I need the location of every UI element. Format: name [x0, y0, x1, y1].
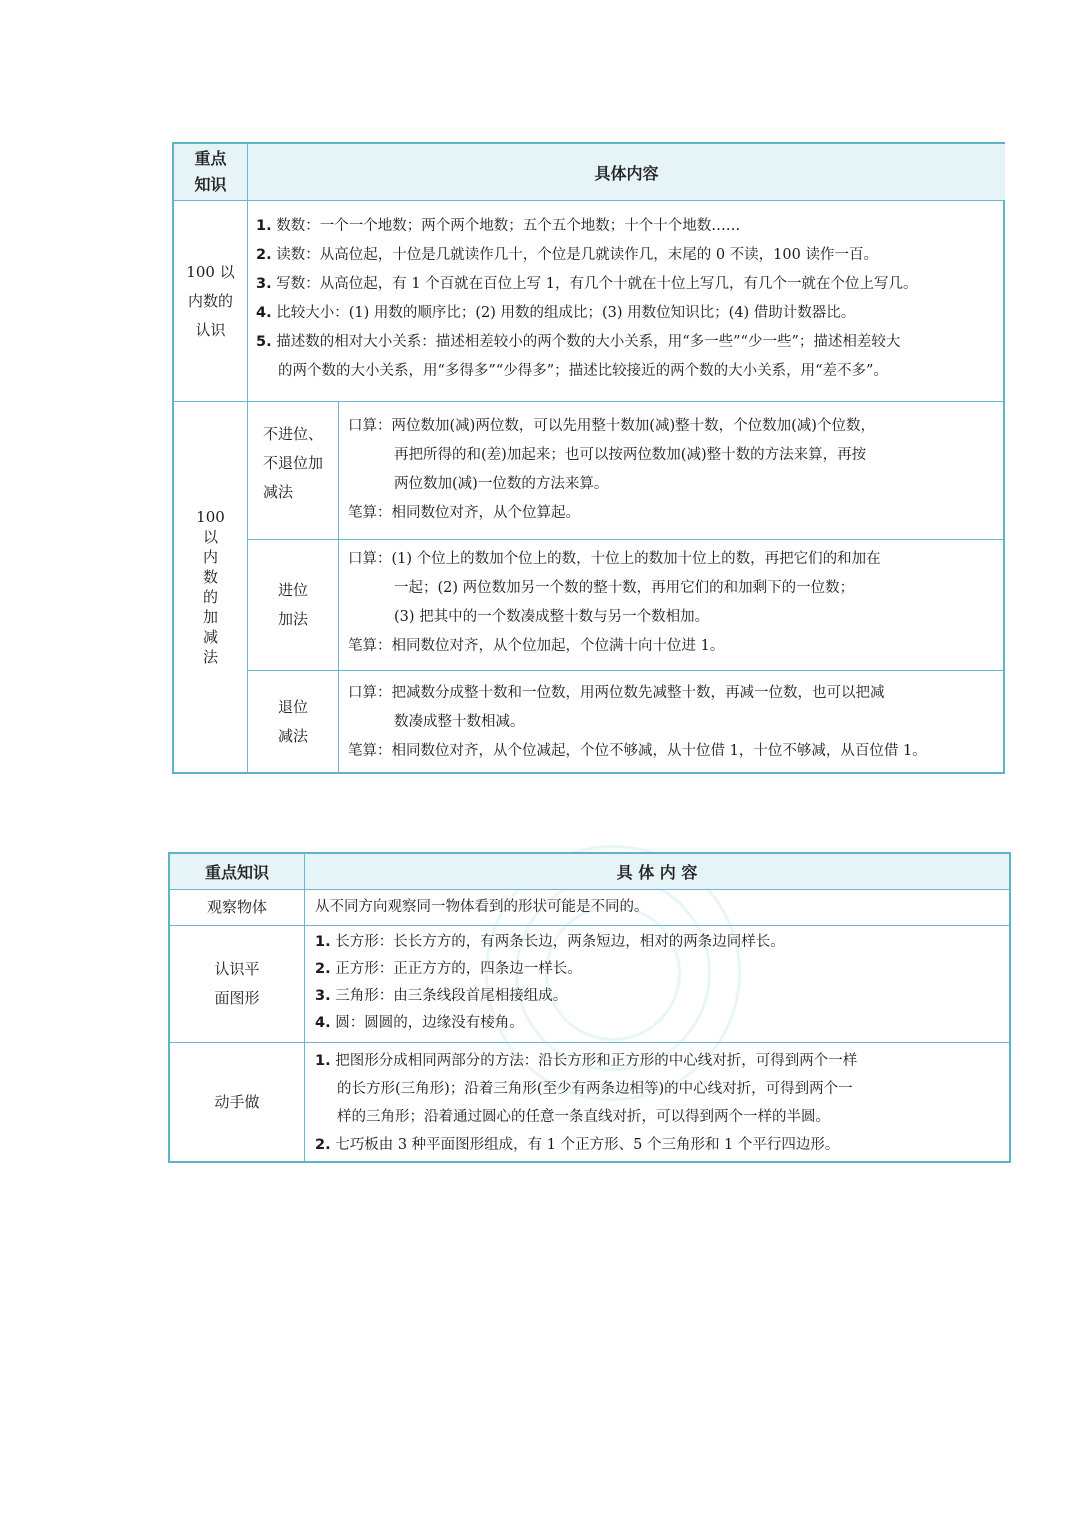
hands-on-content — [315, 1047, 1005, 1159]
label-observe-objects: 观察物体 — [206, 898, 267, 916]
list-item-continuation: 的两个数的大小关系，用“多得多”“少得多”；描述比较接近的两个数的大小关系，用“差不多”。 — [278, 363, 888, 379]
list-item-continuation: 的长方形(三角形)；沿着三角形(至少有两条边相等)的中心线对折，可得到两个一 — [337, 1081, 853, 1097]
header-cell-content-2: 具 体 内 容 — [305, 854, 1009, 889]
list-item: 1. 数数：一个一个地数；两个两个地数；五个五个地数；十个十个地数…… — [256, 218, 741, 234]
text-line: 再把所得的和(差)加起来；也可以按两位数加(减)整十数的方法来算，再按 — [394, 447, 867, 463]
sublabel-no-carry: 不进位、 不退位加 减法 — [262, 425, 323, 501]
list-item: 2. 正方形：正正方方的，四条边一样长。 — [315, 961, 582, 977]
text-line: 笔算：相同数位对齐，从个位算起。 — [348, 505, 580, 521]
list-item: 1. 长方形：长长方方的，有两条长边，两条短边，相对的两条边同样长。 — [315, 934, 785, 950]
list-item: 1. 把图形分成相同两部分的方法：沿长方形和正方形的中心线对折，可得到两个一样 — [315, 1053, 858, 1069]
text-line: 口算：(1) 个位上的数加个位上的数，十位上的数加十位上的数，再把它们的和加在 — [348, 551, 881, 567]
list-item: 4. 圆：圆圆的，边缘没有棱角。 — [315, 1015, 524, 1031]
header-content: 具体内容 — [594, 163, 659, 183]
text-line: (3) 把其中的一个数凑成整十数与另一个数相加。 — [394, 609, 710, 625]
label-number-recognition — [174, 201, 247, 401]
sublabel-borrow-subtraction: 退位 减法 — [277, 697, 308, 745]
text-line: 数凑成整十数相减。 — [394, 714, 525, 730]
text-line: 两位数加(减)一位数的方法来算。 — [394, 476, 609, 492]
plane-shapes-content — [315, 929, 1005, 1037]
list-item-continuation: 样的三角形；沿着通过圆心的任意一条直线对折，可以得到两个一样的半圆。 — [337, 1109, 830, 1125]
label-hands-on: 动手做 — [214, 1092, 260, 1111]
carry-addition-content — [348, 545, 1003, 661]
list-item: 5. 描述数的相对大小关系：描述相差较小的两个数的大小关系，用“多一些”“少一些”；描述相差较大 — [256, 334, 901, 350]
recognition-content — [256, 212, 1001, 386]
text-line: 一起；(2) 两位数加另一个数的整十数，再用它们的和加剩下的一位数； — [394, 580, 855, 596]
label-add-subtract-text: 100 以 内 数 的 加 减 法 — [196, 508, 225, 666]
borrow-subtraction-content — [348, 679, 1003, 766]
list-item: 3. 三角形：由三条线段首尾相接组成。 — [315, 988, 568, 1004]
text-line: 笔算：相同数位对齐，从个位减起，个位不够减，从十位借 1，十位不够减，从百位借 1。 — [348, 743, 927, 759]
header-cell-key-knowledge — [174, 144, 247, 200]
list-item: 3. 写数：从高位起，有 1 个百就在百位上写 1，有几个十就在十位上写几，有几个一就在个位上写几。 — [256, 276, 918, 292]
text-line: 口算：两位数加(减)两位数，可以先用整十数加(减)整十数，个位数加(减)个位数， — [348, 418, 875, 434]
list-item: 2. 七巧板由 3 种平面图形组成，有 1 个正方形、5 个三角形和 1 个平行四边形。 — [315, 1137, 840, 1153]
label-add-subtract — [174, 402, 247, 772]
header-key-knowledge: 重点 知识 — [194, 149, 227, 194]
no-carry-content — [348, 412, 1003, 528]
header-cell-content — [248, 144, 1005, 200]
knowledge-table-1 — [172, 142, 1005, 774]
label-plane-shapes: 认识平 面图形 — [214, 960, 260, 1007]
label-number-recognition-text: 100 以 内数的 认识 — [186, 262, 235, 339]
text-line: 笔算：相同数位对齐，从个位加起，个位满十向十位进 1。 — [348, 638, 725, 654]
knowledge-table-2 — [168, 852, 1011, 1163]
observe-objects-content: 从不同方向观察同一物体看到的形状可能是不同的。 — [315, 899, 649, 915]
list-item: 2. 读数：从高位起，十位是几就读作几十，个位是几就读作几，末尾的 0 不读，100 读作一百。 — [256, 247, 878, 263]
header-cell-key-knowledge-2: 重点知识 — [170, 854, 304, 889]
text-line: 口算：把减数分成整十数和一位数，用两位数先减整十数，再减一位数，也可以把减 — [348, 685, 885, 701]
sublabel-carry-addition: 进位 加法 — [277, 581, 308, 628]
list-item: 4. 比较大小：(1) 用数的顺序比；(2) 用数的组成比；(3) 用数位知识比；(4) 借助计数器比。 — [256, 305, 856, 321]
